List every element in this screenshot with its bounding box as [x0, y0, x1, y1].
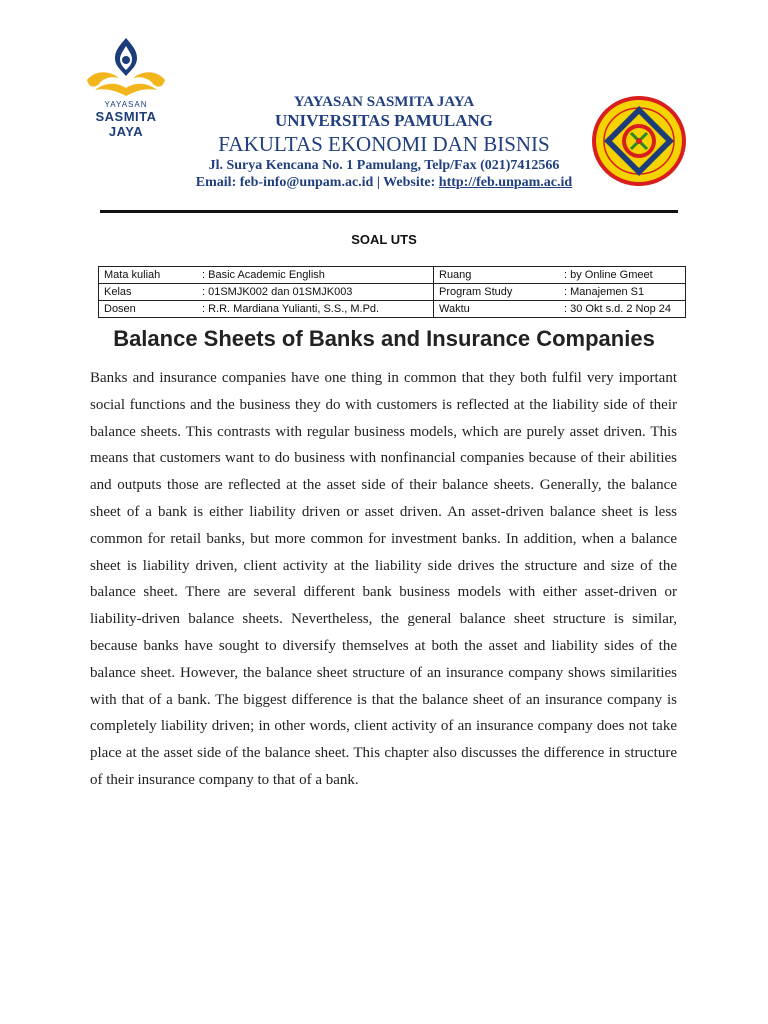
unpam-seal — [590, 94, 688, 188]
info-value: : 01SMJK002 dan 01SMJK003 — [197, 284, 434, 301]
info-label: Ruang — [439, 269, 472, 281]
document-title: Balance Sheets of Banks and Insurance Companies — [113, 326, 655, 351]
sasmita-jaya-logo — [78, 36, 174, 139]
info-label: Waktu — [439, 303, 470, 315]
table-row — [99, 267, 686, 284]
website-link[interactable]: http://feb.unpam.ac.id — [438, 175, 573, 190]
info-label: Kelas — [104, 286, 132, 298]
faculty-name: FAKULTAS EKONOMI DAN BISNIS — [218, 132, 550, 156]
sasmita-jaya-emblem-icon — [81, 36, 171, 98]
info-label: Program Study — [439, 286, 513, 298]
info-value: : R.R. Mardiana Yulianti, S.S., M.Pd. — [197, 301, 434, 318]
email-text: Email: feb-info@unpam.ac.id | Website: — [195, 175, 439, 190]
info-label: Dosen — [104, 303, 136, 315]
university-name: UNIVERSITAS PAMULANG — [274, 111, 494, 130]
table-row — [99, 301, 686, 318]
body-paragraph: Banks and insurance companies have one thing in common that they both fulfil very important social functions and the business they do with customers is reflected at the liability side of their balance sheets. This contrasts with regular business models, which are purely asset driven. This means that customers want to do business with nonfinancial companies because of their abilities and outputs those are reflected at the asset side of their balance sheets. Generally, the balance sheet of a bank is either liability driven or asset driven. An asset-driven balance sheet is less common for retail banks, but more common for investment banks. In addition, when a balance sheet is liability driven, client activity at the liability side drives the structure and size of the balance sheet. There are several different bank business models with either asset-driven or liability-driven balance sheets. Nevertheless, the general balance sheet structure is similar, because banks have sought to diversify themselves at both the asset and liability sides of the balance sheet. However, the balance sheet structure of an insurance company shows similarities with that of a bank. The biggest difference is that the balance sheet of an insurance company is completely liability driven; in other words, client activity of an insurance company does not take place at the asset side of the balance sheet. This chapter also discusses the difference in structure of their insurance company to that of a bank. — [90, 370, 677, 788]
info-value: : Basic Academic English — [197, 267, 434, 284]
exam-info-table — [98, 266, 686, 318]
info-value: : by Online Gmeet — [564, 269, 653, 281]
logo-sasmita-text: SASMITA JAYA — [95, 109, 157, 139]
contact-line — [175, 174, 593, 191]
table-row — [99, 284, 686, 301]
foundation-name: YAYASAN SASMITA JAYA — [293, 94, 475, 110]
info-label: Mata kuliah — [104, 269, 161, 281]
university-seal-icon — [590, 94, 688, 188]
info-value: : Manajemen S1 — [564, 286, 645, 298]
exam-label: SOAL UTS — [351, 232, 417, 247]
logo-yayasan-text: YAYASAN — [104, 100, 148, 109]
info-value: : 30 Okt s.d. 2 Nop 24 — [564, 303, 672, 315]
header-divider — [100, 210, 678, 213]
letterhead — [175, 94, 593, 191]
address-line: Jl. Surya Kencana No. 1 Pamulang, Telp/Fax (021)7412566 — [208, 158, 560, 173]
